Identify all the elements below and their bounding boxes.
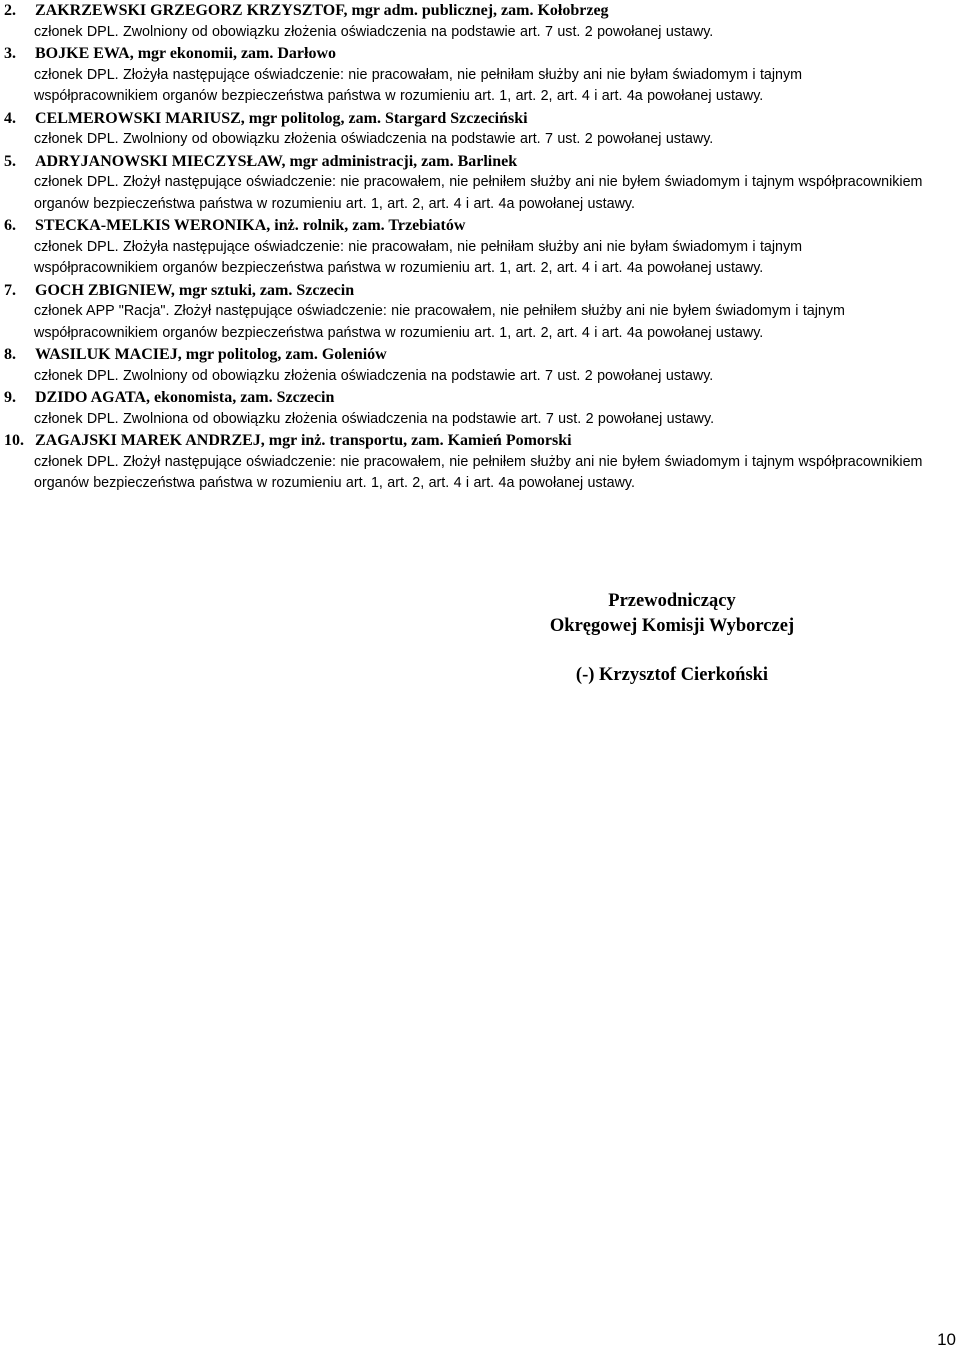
candidate-number: 2. xyxy=(4,2,16,19)
candidate-entry xyxy=(0,344,960,387)
candidate-heading xyxy=(0,280,960,302)
candidate-number: 4. xyxy=(4,109,16,127)
candidate-heading xyxy=(0,430,960,452)
candidate-entry xyxy=(0,0,960,43)
candidate-name: STECKA-MELKIS WERONIKA, inż. rolnik, zam. Trzebiatów xyxy=(35,217,466,234)
candidate-statement: członek APP "Racja". Złożył następujące oświadczenie: nie pracowałem, nie pełniłem służby ani nie byłem świadomym i tajnym współpracownikiem organów bezpieczeństwa państwa w rozumieniu art. 1, art. 2, art. 4 i art. 4a powołanej ustawy. xyxy=(34,303,845,341)
candidate-heading xyxy=(0,215,960,237)
signature-block xyxy=(522,589,822,688)
signature-title: Przewodniczący xyxy=(608,591,736,611)
signature-commission: Okręgowej Komisji Wyborczej xyxy=(549,616,795,636)
candidate-statement: członek DPL. Zwolniona od obowiązku złożenia oświadczenia na podstawie art. 7 ust. 2 powołanej ustawy. xyxy=(34,410,715,427)
candidate-statement: członek DPL. Zwolniony od obowiązku złożenia oświadczenia na podstawie art. 7 ust. 2 powołanej ustawy. xyxy=(34,367,714,384)
candidate-number: 5. xyxy=(4,152,16,170)
candidate-entry xyxy=(0,280,960,345)
candidate-entry xyxy=(0,151,960,216)
candidate-name: ZAKRZEWSKI GRZEGORZ KRZYSZTOF, mgr adm. publicznej, zam. Kołobrzeg xyxy=(35,2,609,19)
candidate-statement: członek DPL. Zwolniony od obowiązku złożenia oświadczenia na podstawie art. 7 ust. 2 powołanej ustawy. xyxy=(34,23,714,40)
candidate-entry xyxy=(0,108,960,151)
candidate-number: 3. xyxy=(4,45,16,62)
candidate-heading xyxy=(0,151,960,173)
candidate-entry xyxy=(0,43,960,108)
candidate-name: GOCH ZBIGNIEW, mgr sztuki, zam. Szczecin xyxy=(35,281,355,299)
candidate-name: ZAGAJSKI MAREK ANDRZEJ, mgr inż. transportu, zam. Kamień Pomorski xyxy=(35,432,572,449)
candidate-statement: członek DPL. Złożyła następujące oświadczenie: nie pracowałam, nie pełniłam służby ani nie byłam świadomym i tajnym współpracownikiem organów bezpieczeństwa państwa w rozumieniu art. 1, art. 2, art. 4 i art. 4a powołanej ustawy. xyxy=(34,238,803,276)
candidate-number: 10. xyxy=(4,432,24,449)
candidate-heading xyxy=(0,43,960,65)
candidate-statement: członek DPL. Złożyła następujące oświadczenie: nie pracowałam, nie pełniłam służby ani nie byłam świadomym i tajnym współpracownikiem organów bezpieczeństwa państwa w rozumieniu art. 1, art. 2, art. 4 i art. 4a powołanej ustawy. xyxy=(34,66,803,104)
candidate-heading xyxy=(0,0,960,22)
candidate-statement: członek DPL. Złożył następujące oświadczenie: nie pracowałem, nie pełniłem służby ani nie byłem świadomym i tajnym współpracownikiem organów bezpieczeństwa państwa w rozumieniu art. 1, art. 2, art. 4 i art. 4a powołanej ustawy. xyxy=(34,453,923,491)
candidate-entry xyxy=(0,430,960,495)
candidate-name: CELMEROWSKI MARIUSZ, mgr politolog, zam. Stargard Szczeciński xyxy=(35,109,528,127)
signature-name: (-) Krzysztof Cierkoński xyxy=(575,665,769,685)
candidate-entry xyxy=(0,387,960,430)
candidate-number: 9. xyxy=(4,389,16,406)
candidate-name: DZIDO AGATA, ekonomista, zam. Szczecin xyxy=(35,389,335,406)
candidate-number: 7. xyxy=(4,281,16,299)
candidate-number: 6. xyxy=(4,217,16,234)
candidate-list xyxy=(0,0,960,495)
page-number: 10 xyxy=(937,1330,956,1349)
candidate-number: 8. xyxy=(4,346,16,363)
candidate-name: ADRYJANOWSKI MIECZYSŁAW, mgr administracji, zam. Barlinek xyxy=(35,152,518,170)
candidate-heading xyxy=(0,344,960,366)
candidate-entry xyxy=(0,215,960,280)
candidate-name: WASILUK MACIEJ, mgr politolog, zam. Goleniów xyxy=(35,346,387,363)
candidate-name: BOJKE EWA, mgr ekonomii, zam. Darłowo xyxy=(35,45,337,62)
candidate-heading xyxy=(0,108,960,130)
candidate-statement: członek DPL. Zwolniony od obowiązku złożenia oświadczenia na podstawie art. 7 ust. 2 powołanej ustawy. xyxy=(34,131,714,147)
candidate-heading xyxy=(0,387,960,409)
candidate-statement: członek DPL. Złożył następujące oświadczenie: nie pracowałem, nie pełniłem służby ani nie byłem świadomym i tajnym współpracownikiem organów bezpieczeństwa państwa w rozumieniu art. 1, art. 2, art. 4 i art. 4a powołanej ustawy. xyxy=(34,174,923,212)
